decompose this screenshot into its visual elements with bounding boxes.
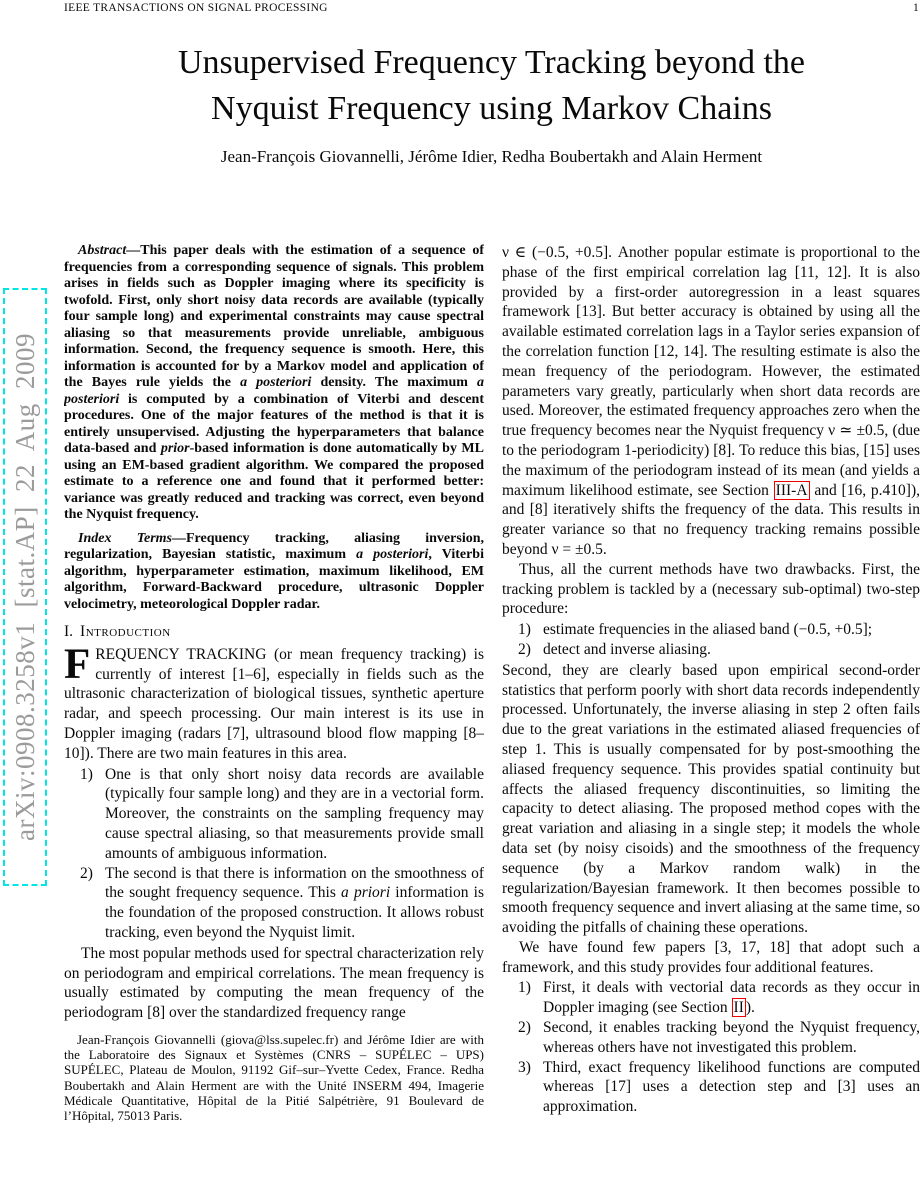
list-item: [502, 978, 920, 1018]
list-item: [502, 1018, 920, 1058]
section-title: Introduction: [80, 623, 171, 640]
abstract-italic-a-posteriori: a posteriori: [64, 375, 484, 407]
list-item-number: 2): [80, 864, 93, 882]
paper-title: [64, 40, 919, 132]
right-paragraph-3: Second, they are clearly based upon empirical second-order statistics that perform poorly with short data records independently processed. Unfortunately, the inverse aliasing in step 2 often fails due to the great variations in the estimated aliased frequencies of step 1. This is usually compensated for by post-smoothing the aliased frequency sequence. This provides spatial continuity but affects the aliased frequency discontinuities, so limiting the capacity to detect aliasing. The proposed method copes with the great variation and aliasing in a single step; it models the whole data set (by noisy cisoids) and the smoothness of the frequency sequence (by a Markov random walk) in the regularization/Bayesian framework. It then becomes possible to smooth frequency sequence and invert aliasing at the same time, so avoiding the pitfalls of chaining these operations.: [502, 661, 920, 937]
section-heading-introduction: [64, 622, 484, 642]
right-paragraph-4: We have found few papers [3, 17, 18] that adopt such a framework, and this study provides four additional features.: [502, 938, 920, 976]
intro-paragraph-2: The most popular methods used for spectral characterization rely on periodogram and empirical correlations. The mean frequency is usually estimated by computing the mean frequency of the periodogram [8] over the standardized frequency range: [64, 944, 484, 1022]
right-column: [502, 243, 920, 1200]
abstract-text: is computed by a combination of Viterbi and descent procedures. One of the major features of the method is that it is entirely unsupervised. Adjusting the hyperparameters that balance data-based and: [64, 391, 484, 456]
intro-caps-text: REQUENCY TRACKING: [95, 645, 267, 663]
authors-line: Jean-François Giovannelli, Jérôme Idier, Redha Boubertakh and Alain Herment: [220, 147, 763, 166]
left-column: [64, 243, 484, 1200]
list-item-italic-a-priori: a priori: [341, 884, 391, 902]
arxiv-stamp-text: arXiv:0908.3258v1 [stat.AP] 22 Aug 2009: [9, 333, 40, 841]
list-item-number: 1): [80, 765, 93, 783]
list-item-text: ).: [745, 999, 755, 1017]
title-line-2: Nyquist Frequency using Markov Chains: [211, 90, 772, 127]
abstract-text: This paper deals with the estimation of a sequence of frequencies from a corresponding sequence of signals. This problem arises in fields such as Doppler imaging where its specificity is twofold. First, only short noisy data records are available (typically four sample long) and experimental constraints may cause spectral aliasing so that measurements provide unreliable, ambiguous information. Second, the frequency sequence is smooth. Here, this information is accounted for by a Markov model and application of the Bayes rule yields the: [64, 243, 484, 390]
index-terms-text: Frequency tracking, aliasing inversion, regularization, Bayesian statistic, maximum: [64, 530, 484, 562]
list-item-text: The second is that there is information on the smoothness of the sought frequency sequence. This: [105, 864, 484, 902]
features-list: [502, 978, 920, 1117]
list-item-text: information is the foundation of the proposed construction. It allows robust tracking, even beyond the Nyquist limit.: [105, 884, 484, 941]
section-ref-link-II[interactable]: II: [733, 999, 744, 1017]
index-terms-text: , Viterbi algorithm, hyperparameter estimation, maximum likelihood, EM algorithm, Forward-Backward procedure, ultrasonic Doppler velocimetry, meteorological Doppler radar.: [64, 547, 484, 612]
list-item: [502, 640, 920, 660]
list-item: [64, 864, 484, 943]
abstract-text: -based information is done automatically by ML using an EM-based gradient algorithm. We compared the proposed estimate to a reference one and found that it performed better: variance was greatly reduced and tracking was correct, even beyond the Nyquist frequency.: [64, 441, 484, 522]
list-item-text: Second, it enables tracking beyond the Nyquist frequency, whereas others have not investigated this problem.: [543, 1019, 920, 1056]
intro-numbered-list: [64, 765, 484, 943]
list-item-number: 3): [518, 1058, 531, 1076]
abstract-italic-a-posteriori: a posteriori: [240, 375, 312, 390]
index-terms-paragraph: [64, 531, 484, 614]
list-item-text: One is that only short noisy data records are available (typically four sample long) and they are in a vectorial form. Moreover, the constraints on the sampling frequency may cause spectral aliasing, so that measurements provide small amounts of ambiguous information.: [105, 765, 484, 862]
title-line-1: Unsupervised Frequency Tracking beyond the: [177, 44, 805, 81]
list-item-number: 2): [518, 1019, 531, 1037]
drop-cap: F: [64, 640, 91, 688]
intro-text: (or mean frequency tracking) is currently of interest [1–6], especially in fields such as the ultrasonic characterization of biological tissues, synthetic aperture radar, and speech processing. Our main interest is its use in Doppler imaging (radars [7], ultrasound blood flow mapping [8–10]). There are two main features in this area.: [64, 645, 484, 762]
index-terms-label: Index Terms—: [78, 530, 186, 546]
section-number: I.: [64, 623, 74, 640]
list-item: [502, 1058, 920, 1117]
running-head: [64, 2, 919, 14]
body-text: and [16, p.410]), and [8] iteratively shifts the frequency of the data. This results in greater variance so that no frequency tracking remains possible beyond ν = ±0.5.: [502, 481, 920, 558]
list-item-text: estimate frequencies in the aliased band (−0.5, +0.5];: [543, 621, 873, 639]
abstract-italic-prior: prior: [160, 441, 190, 456]
list-item-number: 1): [518, 621, 531, 639]
body-text: ν ∈ (−0.5, +0.5]. Another popular estimate is proportional to the phase of the first empirical correlation lag [11, 12]. It is also provided by a first-order autoregression in a least squares framework [13]. But better accuracy is obtained by using all the available estimated correlation lags in a Taylor series expansion of the correlation function [12, 14]. The resulting estimate is also the mean frequency of the periodogram. However, the estimated parameters vary greatly, particularly when short data records are used. Moreover, the estimated frequency approaches zero when the true frequency becomes near the Nyquist frequency ν ≃ ±0.5, (due to the periodogram 1-periodicity) [8]. To reduce this bias, [15] uses the maximum of the periodogram instead of its mean (and yields a maximum likelihood estimate, see Section: [502, 244, 920, 499]
right-paragraph-2: Thus, all the current methods have two drawbacks. First, the tracking problem is tackled by a (necessary sub-optimal) two-step procedure:: [502, 560, 920, 618]
list-item-number: 1): [518, 979, 531, 997]
list-item-number: 2): [518, 640, 531, 658]
intro-paragraph-1: [64, 640, 484, 764]
two-step-list: [502, 620, 920, 660]
index-terms-italic-a-posteriori: a posteriori: [356, 547, 429, 562]
list-item-text: Third, exact frequency likelihood functions are computed whereas [17] uses a detection step and [3] uses an approximation.: [543, 1058, 920, 1116]
journal-name: IEEE TRANSACTIONS ON SIGNAL PROCESSING: [64, 2, 328, 14]
abstract-paragraph: [64, 243, 484, 524]
author-affiliation-footnote: Jean-François Giovannelli (giova@lss.supelec.fr) and Jérôme Idier are with the Laboratoire des Signaux et Systèmes (CNRS – SUPÉLEC – UPS) SUPÉLEC, Plateau de Moulon, 91192 Gif–sur–Yvette Cedex, France. Redha Boubertakh and Alain Herment are with the Unité INSERM 494, Imagerie Médicale Quantitative, Hôpital de la Pitié Salpétrière, 91 Boulevard de l’Hôpital, 75013 Paris.: [64, 1031, 484, 1123]
right-paragraph-1: [502, 243, 920, 560]
list-item: [502, 620, 920, 640]
abstract-label: Abstract—: [78, 243, 141, 258]
list-item: [64, 765, 484, 864]
section-ref-link-III-A[interactable]: III-A: [775, 481, 808, 499]
arxiv-stamp-link[interactable]: [3, 288, 47, 886]
page-number: 1: [912, 2, 919, 14]
list-item-text: detect and inverse aliasing.: [543, 640, 711, 658]
abstract-text: density. The maximum: [311, 375, 477, 390]
list-item-text: First, it deals with vectorial data records as they occur in Doppler imaging (see Section: [543, 979, 920, 1017]
